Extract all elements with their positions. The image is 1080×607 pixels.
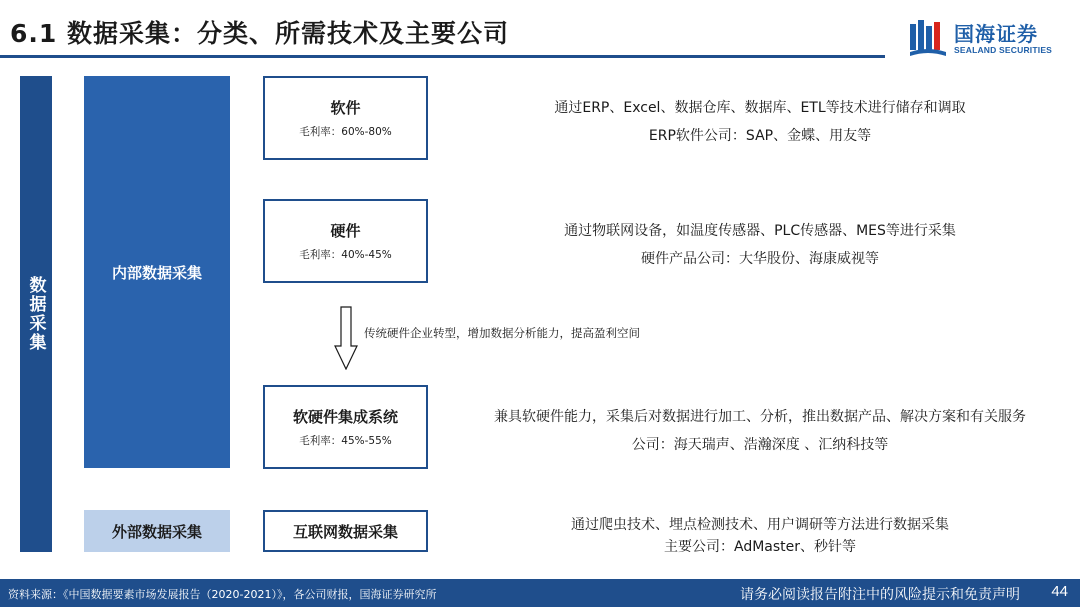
external-collection-label: 外部数据采集	[111, 522, 202, 541]
side-bar-label: 数据采集	[25, 276, 46, 352]
logo-english-name: SEALAND SECURITIES	[954, 45, 1053, 55]
hardware-margin: 毛利率：40%-45%	[299, 249, 392, 261]
software-box	[263, 76, 428, 160]
internet-desc-line-1: 通过爬虫技术、埋点检测技术、用户调研等方法进行数据采集	[571, 517, 949, 533]
hardware-title: 硬件	[330, 222, 361, 240]
internet-collection-title: 互联网数据采集	[292, 522, 398, 541]
down-arrow-icon	[334, 306, 358, 370]
internet-collection-box	[263, 510, 428, 552]
integrated-system-title: 软硬件集成系统	[292, 408, 398, 426]
footer-disclaimer: 请务必阅读报告附注中的风险提示和免责声明	[740, 587, 1020, 603]
hardware-desc-line-1: 通过物联网设备，如温度传感器、PLC传感器、MES等进行采集	[564, 223, 956, 239]
footer-source: 资料来源：《中国数据要素市场发展报告（2020-2021）》，各公司财报，国海证券研究所	[8, 588, 437, 601]
hardware-desc-line-2: 硬件产品公司：大华股份、海康威视等	[641, 251, 879, 267]
software-description	[440, 94, 1080, 150]
software-desc-line-2: ERP软件公司：SAP、金蝶、用友等	[648, 128, 872, 144]
integrated-system-description	[440, 403, 1080, 459]
external-collection-block	[84, 510, 230, 552]
internal-collection-block	[84, 76, 230, 468]
data-collection-side-bar	[20, 76, 52, 552]
integrated-desc-line-1: 兼具软硬件能力，采集后对数据进行加工、分析，推出数据产品、解决方案和有关服务	[494, 409, 1026, 425]
internet-desc-line-2: 主要公司：AdMaster、秒针等	[663, 539, 857, 555]
internal-collection-label: 内部数据采集	[111, 263, 202, 282]
integrated-system-margin: 毛利率：45%-55%	[299, 435, 392, 447]
page-number: 44	[1051, 583, 1068, 600]
company-logo	[908, 16, 1068, 62]
software-title: 软件	[330, 99, 361, 117]
sealand-logo-icon	[908, 18, 948, 58]
internet-collection-description	[440, 514, 1080, 558]
software-margin: 毛利率：60%-80%	[299, 126, 392, 138]
integrated-desc-line-2: 公司：海天瑞声、浩瀚深度 、汇纳科技等	[631, 437, 889, 453]
transition-note: 传统硬件企业转型，增加数据分析能力，提高盈利空间	[364, 326, 640, 340]
page-title: 6.1 数据采集：分类、所需技术及主要公司	[10, 19, 509, 48]
integrated-system-box	[263, 385, 428, 469]
software-desc-line-1: 通过ERP、Excel、数据仓库、数据库、ETL等技术进行储存和调取	[554, 100, 966, 116]
title-divider	[0, 55, 885, 58]
hardware-box	[263, 199, 428, 283]
logo-chinese-name: 国海证券	[954, 22, 1038, 46]
hardware-description	[440, 217, 1080, 273]
footer-bar	[0, 579, 1080, 607]
